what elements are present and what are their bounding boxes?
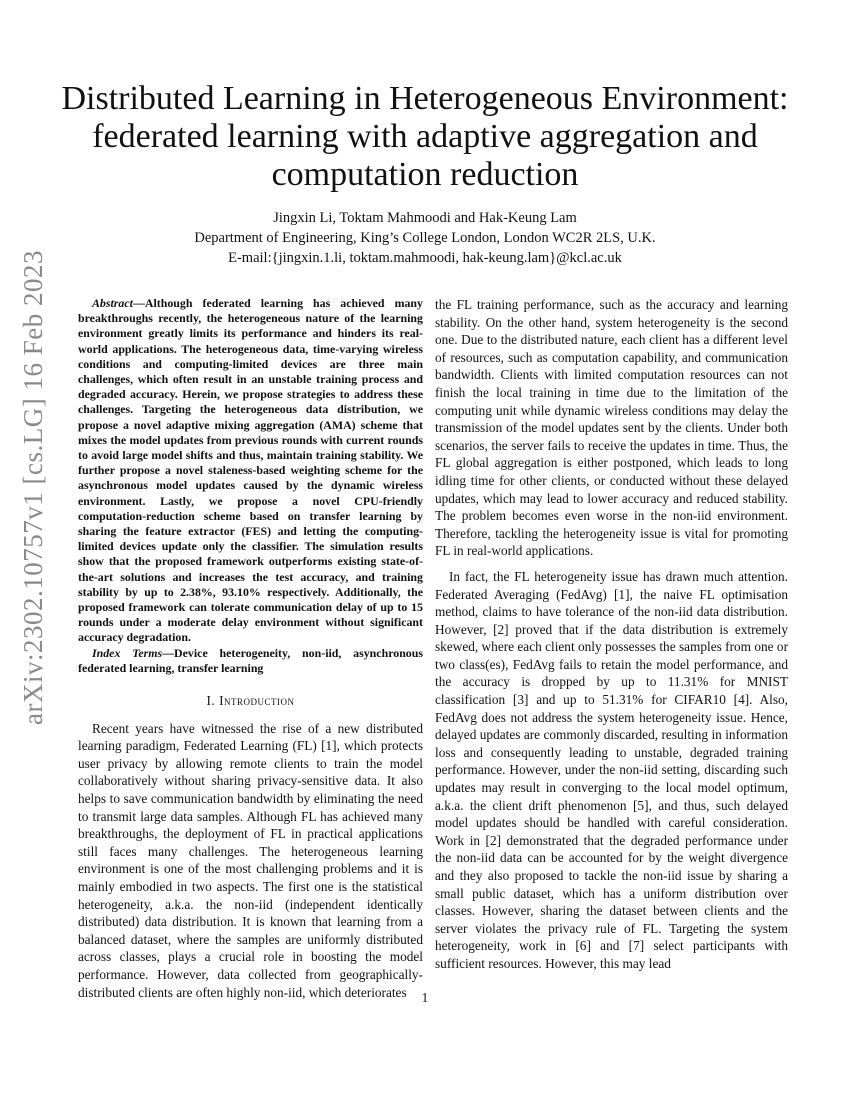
intro-paragraph-2: In fact, the FL heterogeneity issue has drawn much attention. Federated Averaging (FedAvg) [1], the naive FL optimisation method, claims to have tolerance of the non-iid data distribution. However, [2] proved that if the data distribution is extremely skewed, where each client only possesses the samples from one or two class(es), FedAvg fails to retain the model performance, and the accuracy is dropped by up to 11.31% for MNIST classification [3] and up to 51.31% for CIFAR10 [4]. Also, FedAvg does not address the system heterogeneity issue. Hence, delayed updates are commonly discarded, resulting in information loss and consequently leading to unstable, degraded training performance. However, under the non-iid setting, discarding such updates may result in converging to the local model optimum, a.k.a. the client drift phenomenon [5], and thus, such delayed model updates should be handled with careful consideration. Work in [2] demonstrated that the degraded performance under the non-iid data can be accounted for by the weight divergence and they also proposed to tackle the non-iid issue by sharing a small public dataset, which has a uniform distribution over classes. However, sharing the dataset between clients and the server violates the privacy rule of FL. Targeting the system heterogeneity, work in [6] and [7] select participants with sufficient resources. However, this may lead [435,568,788,971]
intro-paragraph-continued: the FL training performance, such as the accuracy and learning stability. On the other hand, system heterogeneity is the second one. Due to the distributed nature, each client has a different level of resources, such as computation capability, and communication bandwidth. Clients with limited computation resources can not finish the local training in time due to the limitation of the computing unit while dynamic wireless conditions may delay the transmission of the model updates sent by the clients. Under both scenarios, the server fails to receive the updates in time. Thus, the FL global aggregation is either postponed, which leads to long idling time for other clients, or conducted without these delayed updates, which may lead to lower accuracy and reduced stability. The problem becomes even worse in the non-iid environment. Therefore, tackling the heterogeneity issue is vital for promoting FL in real-world applications. [435,297,788,559]
section-number: I. [206,693,220,709]
intro-paragraph-1: Recent years have witnessed the rise of a new distributed learning paradigm, Federated Learning (FL) [1], which protects user privacy by allowing remote clients to train the model collaboratively without sharing privacy-sensitive data. It also helps to save communication bandwidth by eliminating the need to transmit large data samples. Although FL has achieved many breakthroughs, the deployment of FL in practical applications still faces many challenges. The heterogeneous learning environment is one of the most challenging problems and it is mainly embodied in two aspects. The first one is the statistical heterogeneity, a.k.a. the non-iid (independent identically distributed) data distribution. It is known that learning from a balanced dataset, where the samples are uniformly distributed across classes, plays a crucial role in boosting the model performance. However, data collected from geographically-distributed clients are often highly non-iid, which deteriorates [78,720,423,1000]
page-number: 1 [421,990,429,1005]
title-line-1: Distributed Learning in Heterogeneous Environment: [61,80,789,117]
index-terms [78,646,423,676]
author-block [40,208,810,268]
abstract [78,296,423,646]
author-names: Jingxin Li, Toktam Mahmoodi and Hak-Keung Lam [273,210,577,226]
section-heading-introduction [78,692,423,710]
title-line-3: computation reduction [271,156,579,193]
arxiv-watermark [8,250,58,725]
index-terms-label: Index Terms [92,645,163,660]
section-title: Introduction [219,693,295,709]
abstract-label: Abstract [92,296,133,310]
left-column [78,296,423,1001]
arxiv-id[interactable]: arXiv:2302.10757v1 [cs.LG] 16 Feb 2023 [17,250,48,725]
index-terms-text: —Device heterogeneity, non-iid, asynchronous federated learning, transfer learning [78,645,423,675]
paper-title [40,80,810,194]
abstract-text: —Although federated learning has achieved many breakthroughs recently, the heterogeneous nature of the learning environment greatly limits its performance and hinders its real-world applications. The heterogeneous data, time-varying wireless conditions and computing-limited devices are three main challenges, which often result in an unstable training process and degraded accuracy. Herein, we propose strategies to address these challenges. Targeting the heterogeneous data distribution, we propose a novel adaptive mixing aggregation (AMA) scheme that mixes the model updates from previous rounds with current rounds to avoid large model shifts and thus, maintain training stability. We further propose a novel staleness-based weighting scheme for the asynchronous model updates caused by the dynamic wireless environment. Lastly, we propose a novel CPU-friendly computation-reduction scheme based on transfer learning by sharing the feature extractor (FES) and letting the computing-limited devices update only the classifier. The simulation results show that the proposed framework outperforms existing state-of-the-art solutions and increases the test accuracy, and training stability by up to 2.38%, 93.10% respectively. Additionally, the proposed framework can tolerate communication delay of up to 15 rounds under a moderate delay environment without significant accuracy degradation. [78,296,423,645]
author-email[interactable]: E-mail:{jingxin.1.li, toktam.mahmoodi, hak-keung.lam}@kcl.ac.uk [228,250,622,266]
author-affiliation: Department of Engineering, King’s College London, London WC2R 2LS, U.K. [194,230,656,246]
title-line-2: federated learning with adaptive aggregation and [92,118,758,155]
right-column [435,296,788,973]
